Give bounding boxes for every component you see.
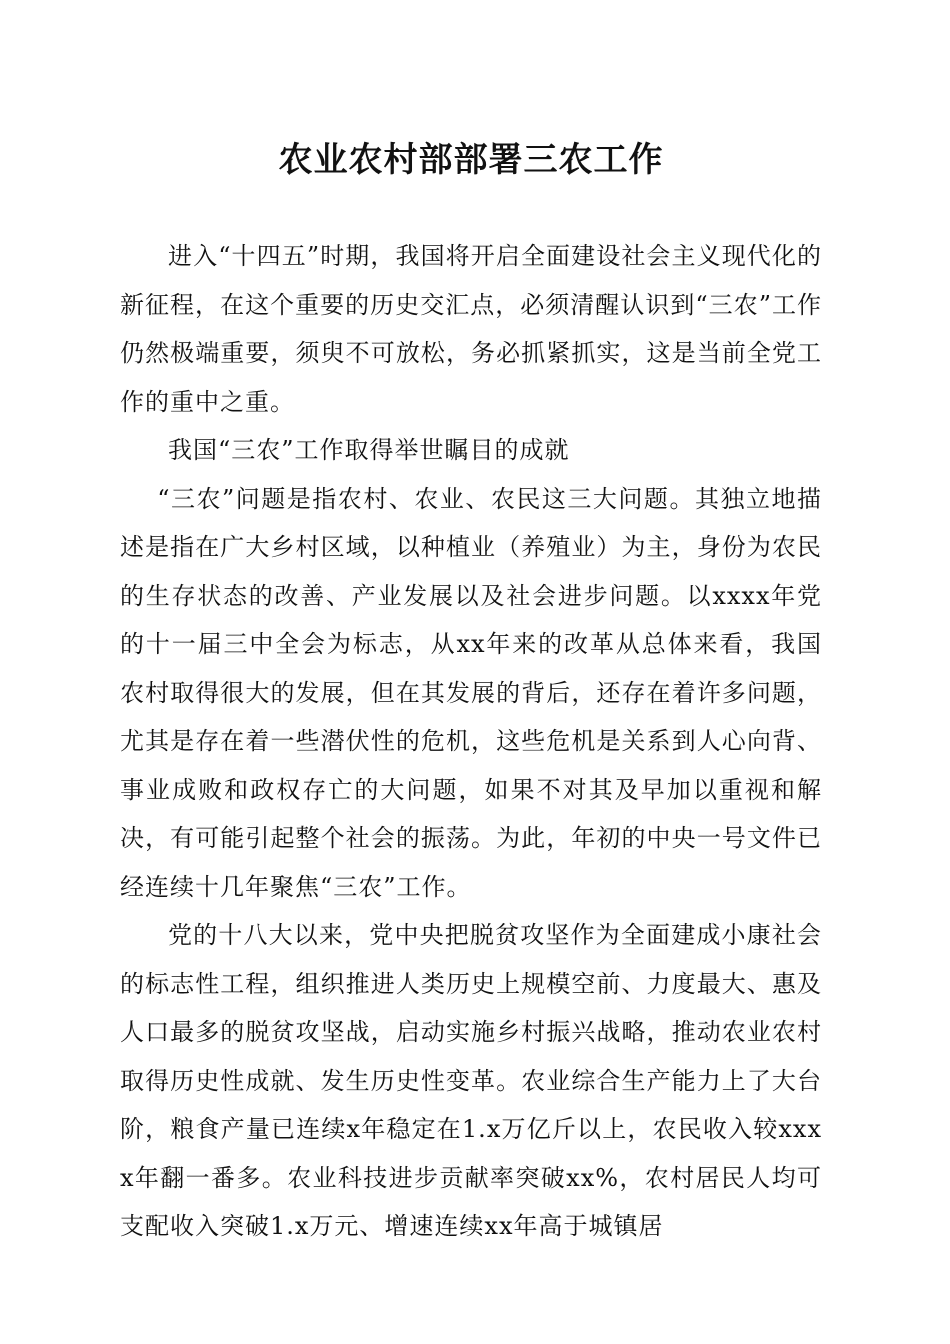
- paragraph-achievements: 党的十八大以来，党中央把脱贫攻坚作为全面建成小康社会的标志性工程，组织推进人类历史上规模空前、力度最大、惠及人口最多的脱贫攻坚战，启动实施乡村振兴战略，推动农业农村取得历史性成就、发生历史性变革。农业综合生产能力上了大台阶，粮食产量已连续x年稳定在1.x万亿斤以上，农民收入较xxxx年翻一番多。农业科技进步贡献率突破xx%，农村居民人均可支配收入突破1.x万元、增速连续xx年高于城镇居: [120, 921, 822, 1240]
- document-title: 农业农村部部署三农工作: [278, 140, 664, 180]
- paragraph-section-heading: 我国“三农”工作取得举世瞩目的成就: [168, 436, 570, 464]
- document-body: [120, 232, 822, 1251]
- paragraph-intro: 进入“十四五”时期，我国将开启全面建设社会主义现代化的新征程，在这个重要的历史交汇点，必须清醒认识到“三农”工作仍然极端重要，须臾不可放松，务必抓紧抓实，这是当前全党工作的重中之重。: [120, 242, 822, 416]
- paragraph-sannong-definition: “三农”问题是指农村、农业、农民这三大问题。其独立地描述是指在广大乡村区域，以种植业（养殖业）为主，身份为农民的生存状态的改善、产业发展以及社会进步问题。以xxxx年党的十一届三中全会为标志，从xx年来的改革从总体来看，我国农村取得很大的发展，但在其发展的背后，还存在着许多问题，尤其是存在着一些潜伏性的危机，这些危机是关系到人心向背、事业成败和政权存亡的大问题，如果不对其及早加以重视和解决，有可能引起整个社会的振荡。为此，年初的中央一号文件已经连续十几年聚焦“三农”工作。: [120, 484, 822, 901]
